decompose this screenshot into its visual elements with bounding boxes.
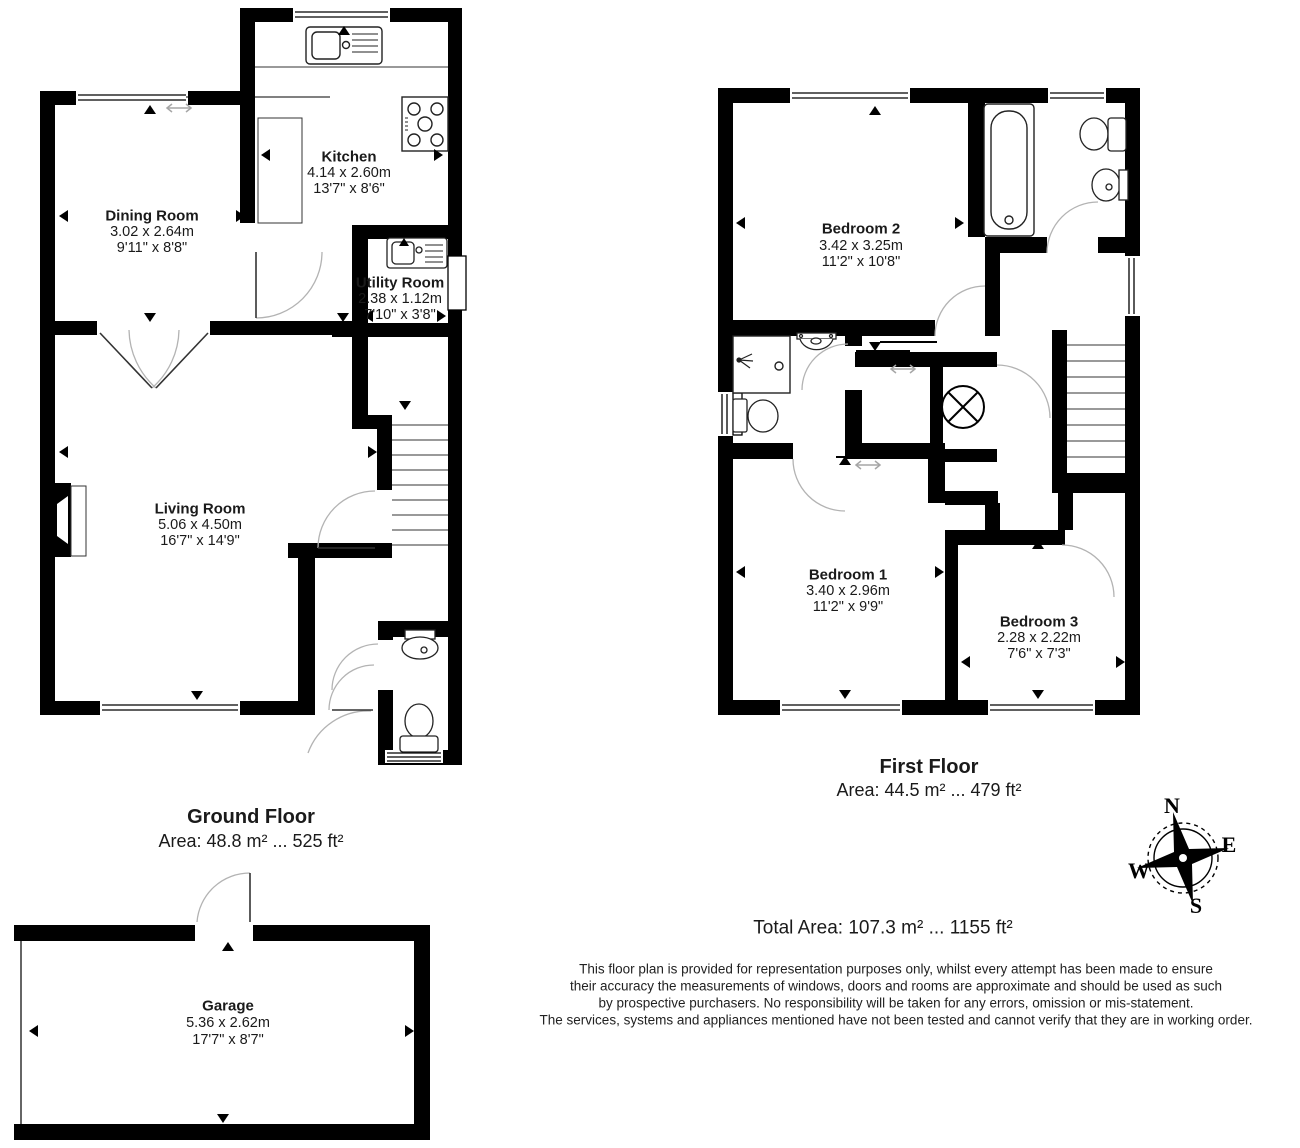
total-area: Total Area: 107.3 m² ... 1155 ft² bbox=[753, 917, 1013, 939]
utility-sink-icon bbox=[387, 238, 447, 268]
disclaimer-line-4: The services, systems and appliances mentioned have not been tested and cannot verify that they are in working order. bbox=[539, 1012, 1253, 1028]
disclaimer-line-2: their accuracy the measurements of windows, doors and rooms are approximate and should be used as such bbox=[569, 978, 1223, 994]
dining-metric: 3.02 x 2.64m bbox=[110, 223, 194, 240]
bedroom3-imperial: 7'6" x 7'3" bbox=[1007, 645, 1071, 662]
shower-icon bbox=[733, 336, 790, 393]
fireplace-icon bbox=[55, 483, 86, 557]
utility-metric: 2.38 x 1.12m bbox=[358, 290, 442, 307]
utility-imperial: 7'10" x 3'8" bbox=[364, 306, 436, 323]
ground-floor-stairs-icon bbox=[392, 425, 448, 545]
ground-floor-plan bbox=[40, 8, 466, 765]
disclaimer-line-3: by prospective purchasers. No responsibility will be taken for any errors, omission or mis-statement. bbox=[598, 995, 1194, 1011]
first-floor-title: First Floor bbox=[879, 756, 979, 778]
tank-icon bbox=[942, 386, 984, 428]
compass-north-label: N bbox=[1164, 793, 1180, 818]
kitchen-metric: 4.14 x 2.60m bbox=[307, 164, 391, 181]
dining-imperial: 9'11" x 8'8" bbox=[116, 239, 188, 256]
shower-room-toilet-icon bbox=[733, 399, 778, 432]
ground-floor-area: Area: 48.8 m² ... 525 ft² bbox=[158, 831, 344, 851]
ground-floor-title: Ground Floor bbox=[187, 806, 315, 828]
kitchen-imperial: 13'7" x 8'6" bbox=[313, 180, 385, 197]
compass-west-label: W bbox=[1128, 858, 1150, 883]
utility-door bbox=[448, 256, 466, 310]
bedroom1-label: Bedroom 1 bbox=[808, 566, 888, 584]
bedroom2-label: Bedroom 2 bbox=[821, 220, 901, 238]
wc-sink-icon bbox=[402, 630, 438, 659]
openplan-arrow-icon bbox=[167, 104, 191, 112]
bedroom3-metric: 2.28 x 2.22m bbox=[997, 629, 1081, 646]
garage-imperial: 17'7" x 8'7" bbox=[192, 1031, 264, 1048]
hob-icon bbox=[402, 97, 448, 151]
kitchen-label: Kitchen bbox=[321, 148, 377, 166]
bedroom2-imperial: 11'2" x 10'8" bbox=[821, 253, 901, 270]
living-imperial: 16'7" x 14'9" bbox=[160, 532, 240, 549]
disclaimer-line-1: This floor plan is provided for representation purposes only, whilst every attempt has been made to ensure bbox=[579, 961, 1213, 977]
first-floor-stairs-icon bbox=[1067, 345, 1125, 457]
bedroom1-imperial: 11'2" x 9'9" bbox=[812, 598, 884, 615]
living-metric: 5.06 x 4.50m bbox=[158, 516, 242, 533]
garage-label: Garage bbox=[202, 997, 254, 1015]
wc-toilet-icon bbox=[400, 704, 438, 752]
living-label: Living Room bbox=[154, 500, 246, 518]
dining-label: Dining Room bbox=[105, 207, 199, 225]
bath-icon bbox=[984, 104, 1034, 236]
bedroom1-metric: 3.40 x 2.96m bbox=[806, 582, 890, 599]
bedroom3-label: Bedroom 3 bbox=[999, 613, 1079, 631]
bathroom-basin-icon bbox=[1092, 169, 1128, 201]
bathroom-toilet-icon bbox=[1080, 118, 1126, 151]
ground-floor-walls bbox=[40, 8, 462, 765]
first-floor-area: Area: 44.5 m² ... 479 ft² bbox=[836, 780, 1022, 800]
compass-rose-icon bbox=[1137, 812, 1229, 904]
utility-label: Utility Room bbox=[355, 274, 445, 292]
compass-south-label: S bbox=[1189, 893, 1203, 918]
garage-metric: 5.36 x 2.62m bbox=[186, 1014, 270, 1031]
bedroom2-metric: 3.42 x 3.25m bbox=[819, 237, 903, 254]
garage-door bbox=[197, 873, 250, 922]
compass-east-label: E bbox=[1221, 832, 1237, 857]
